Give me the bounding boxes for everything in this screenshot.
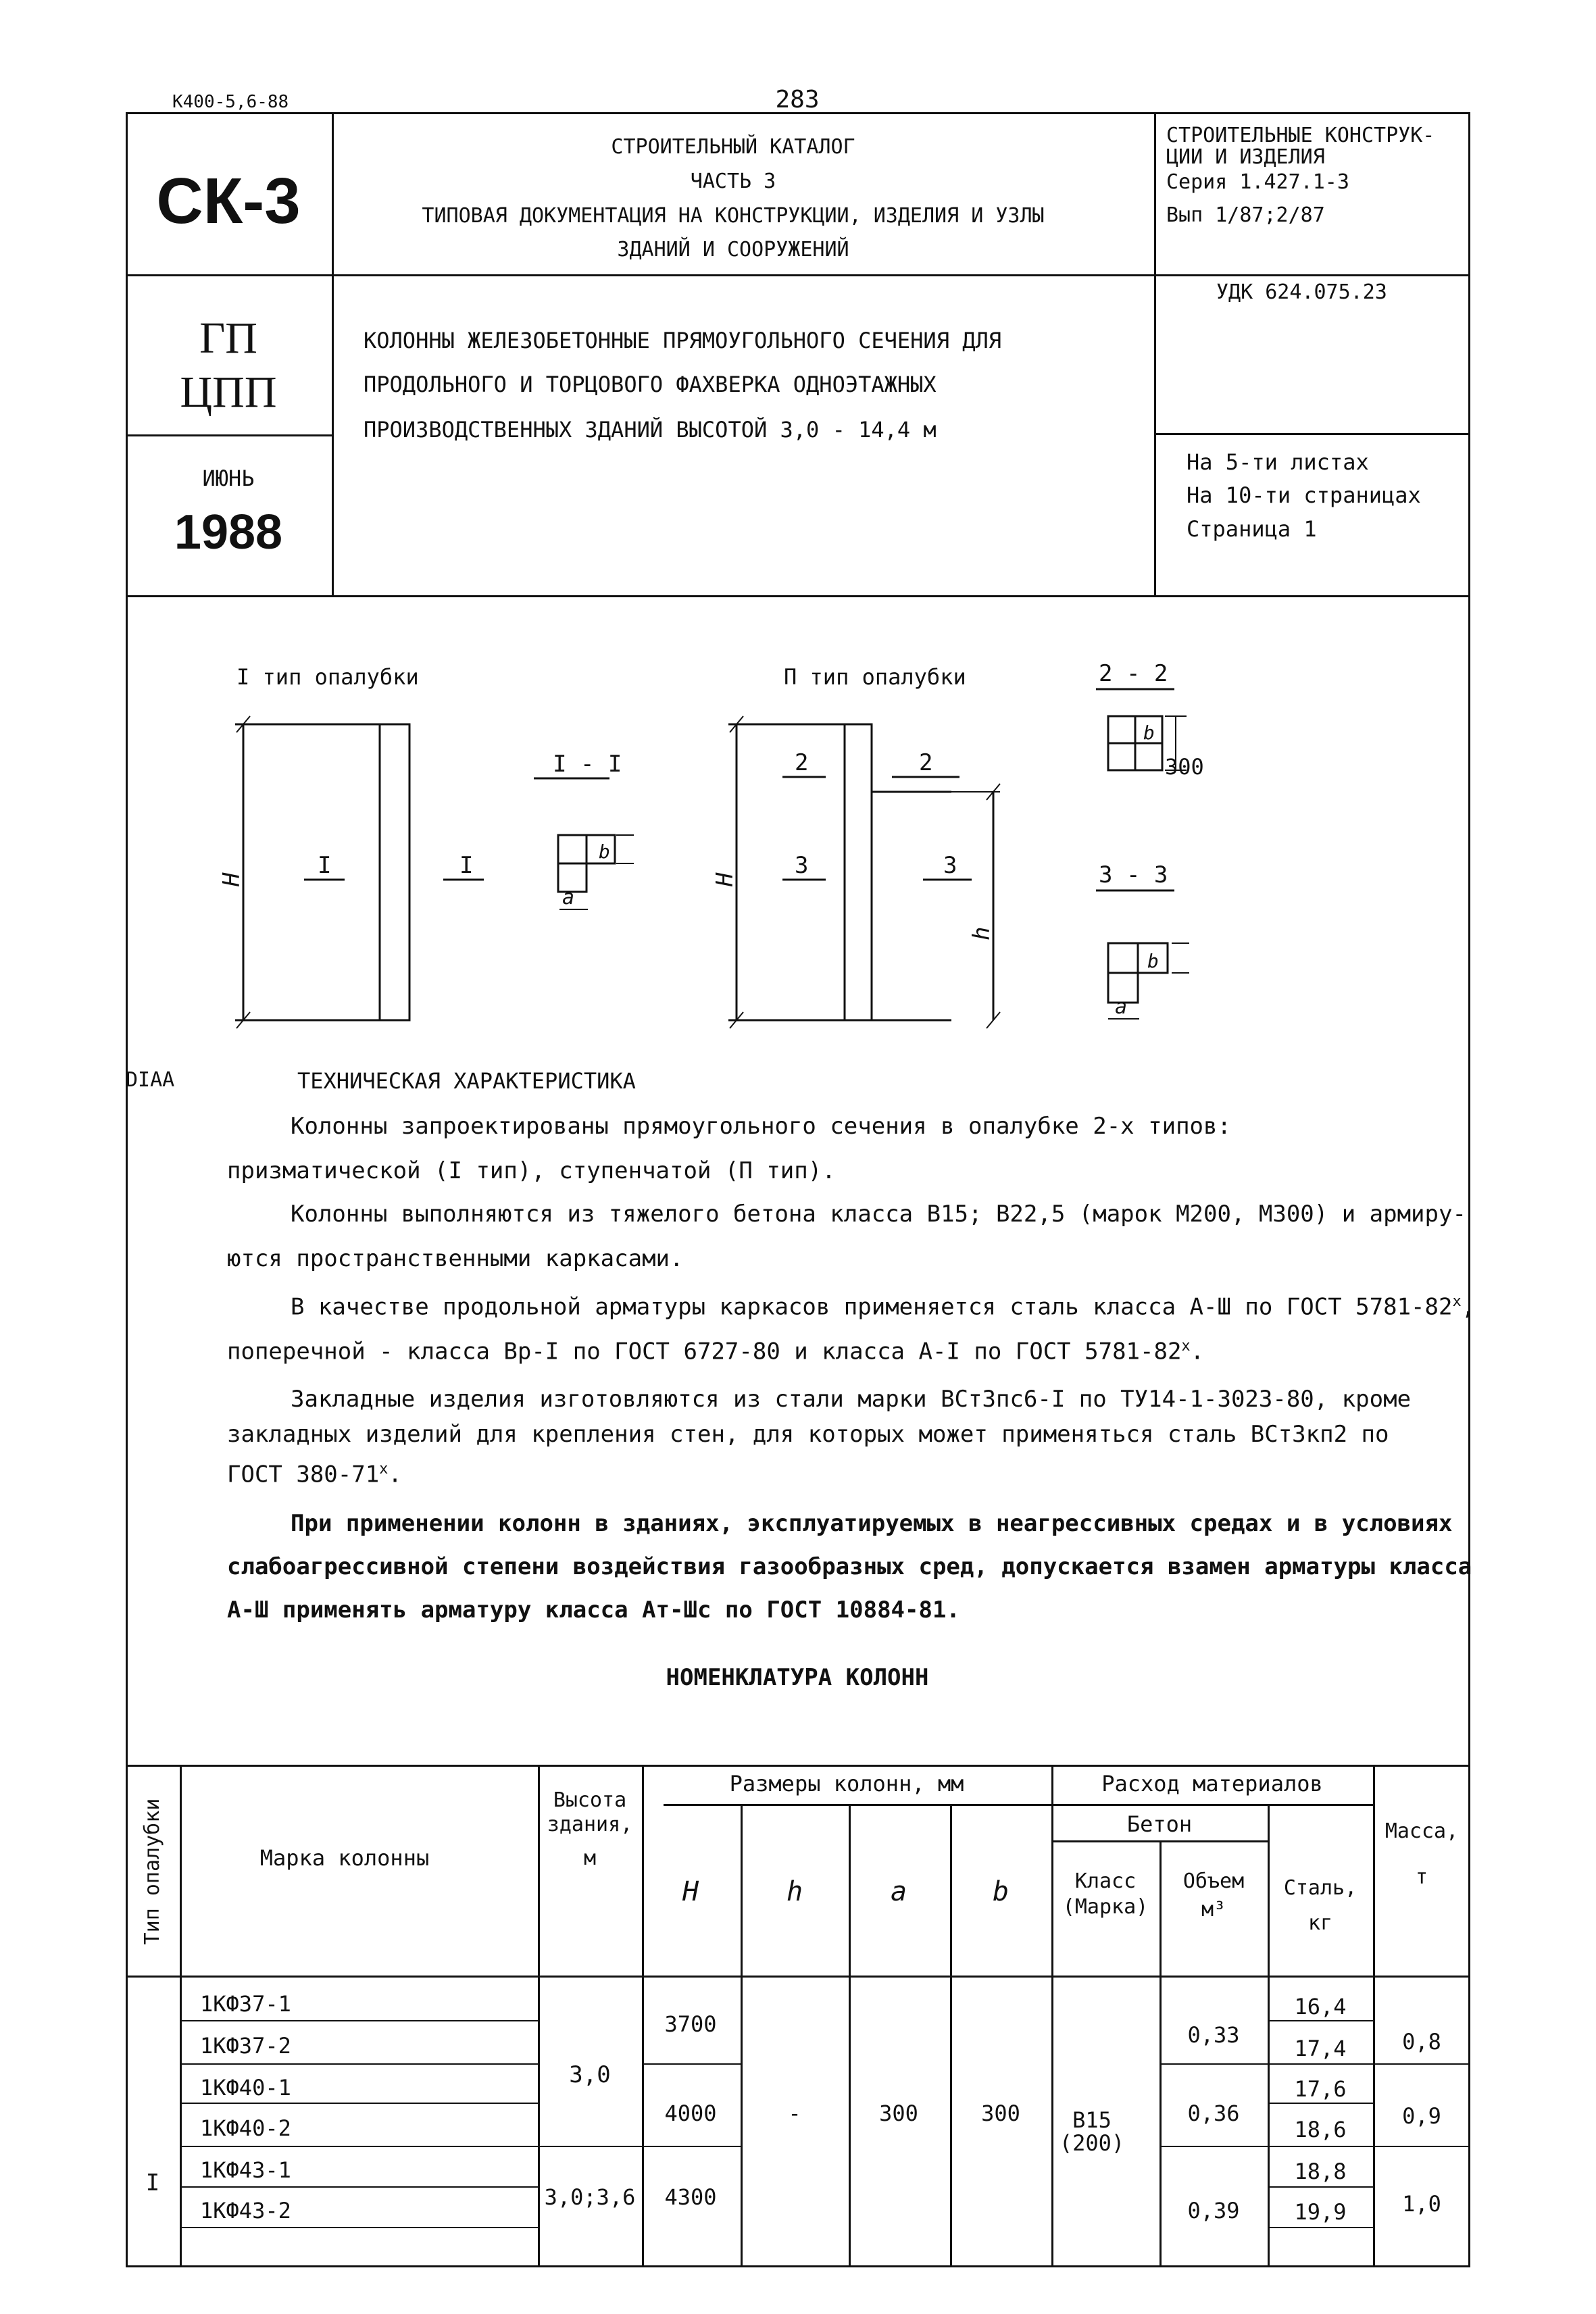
tech-line-6: поперечной - класса Вр-I по ГОСТ 6727-80 и класса А-I по ГОСТ 5781-82 <box>227 1338 1182 1365</box>
table-row: 1КФ43-2 <box>200 2198 291 2223</box>
cell-volume-2: 0,36 <box>1187 2101 1240 2126</box>
dim-b-1: b <box>599 840 610 863</box>
cell-volume-1: 0,33 <box>1187 2022 1240 2048</box>
cell-mass-3: 1,0 <box>1402 2191 1441 2217</box>
catalog-line-4: ЗДАНИЙ И СООРУЖЕНИЙ <box>617 238 849 261</box>
tech-line-9-wrap: ГОСТ 380-71$^x$. <box>227 1461 402 1488</box>
tech-line-10: При применении колонн в зданиях, эксплуатируемых в неагрессивных средах и в условиях <box>291 1510 1453 1537</box>
type2-mark-3-right: 3 <box>943 852 957 879</box>
type2-title: П тип опалубки <box>784 664 966 690</box>
vol-row-line-1 <box>1159 2063 1268 2065</box>
mark-row-line-6 <box>180 2227 538 2228</box>
cell-class-2: (200) <box>1059 2130 1125 2156</box>
sheets-line-1: На 5-ти листах <box>1187 449 1369 475</box>
title-line-2: ПРОДОЛЬНОГО И ТОРЦОВОГО ФАХВЕРКА ОДНОЭТАЖНЫХ <box>364 372 937 397</box>
tech-sup-1: x <box>1452 1293 1462 1310</box>
header-dims: Размеры колонн, мм <box>729 1771 964 1796</box>
col-line-mark <box>538 1765 540 2267</box>
tech-line-1: Колонны запроектированы прямоугольного сечения в опалубке 2-х типов: <box>291 1113 1231 1140</box>
table-row: 1КФ40-2 <box>200 2115 291 2141</box>
header-H: H <box>682 1876 699 1907</box>
catalog-line-2: ЧАСТЬ 3 <box>690 170 776 193</box>
cell-h: - <box>788 2101 801 2126</box>
header-b: b <box>992 1876 1009 1907</box>
type1-mark-right: I <box>459 852 474 879</box>
cell-height-2: 3,0;3,6 <box>544 2184 636 2210</box>
issue-year: 1988 <box>174 505 283 559</box>
header-h: h <box>786 1876 803 1907</box>
table-row: 1КФ37-2 <box>200 2033 291 2059</box>
header-class-1: Класс <box>1074 1869 1137 1893</box>
col-line-steel <box>1373 1765 1375 2267</box>
col-line-a <box>950 1804 952 2267</box>
table-row: 1КФ40-1 <box>200 2075 291 2101</box>
document-code: К400-5,6-88 <box>172 92 289 112</box>
type2-mark-3-left: 3 <box>795 852 809 879</box>
tech-line-3: Колонны выполняются из тяжелого бетона класса В15; В22,5 (марок М200, М300) и армиру- <box>291 1201 1466 1228</box>
type1-mark-left: I <box>318 852 332 879</box>
type1-column-outline <box>380 724 409 1020</box>
steel-row-line-5 <box>1268 2186 1373 2188</box>
type1-title: I тип опалубки <box>236 664 419 690</box>
col-line-H <box>741 1804 743 2267</box>
steel-row-line-1 <box>1268 2020 1373 2021</box>
table-top-line <box>126 1765 1470 1767</box>
dim-b-3: b <box>1147 950 1159 972</box>
header-height-2: здания, <box>547 1813 633 1836</box>
series-line-1: СТРОИТЕЛЬНЫЕ КОНСТРУК- <box>1166 124 1435 147</box>
sk-mark: СК-3 <box>156 165 301 237</box>
cell-H-1: 3700 <box>664 2011 717 2037</box>
col-line-b <box>1051 1765 1053 2267</box>
cell-volume-3: 0,39 <box>1187 2198 1240 2223</box>
steel-row-line-6 <box>1268 2227 1373 2228</box>
cell-height-1: 3,0 <box>569 2061 611 2088</box>
header-height-3: м <box>583 1846 597 1870</box>
tech-line-8: закладных изделий для крепления стен, для которых может применяться сталь ВСт3кп2 по <box>227 1421 1389 1448</box>
section-1-1-label: I - I <box>553 751 622 778</box>
header-steel-1: Сталь, <box>1283 1876 1357 1900</box>
steel-row-line-3 <box>1268 2103 1373 2104</box>
steel-row-line-2 <box>1268 2063 1373 2065</box>
mass-row-line-2 <box>1373 2146 1470 2147</box>
col-line-h <box>849 1804 851 2267</box>
tech-line-7: Закладные изделия изготовляются из стали марки ВСт3пс6-I по ТУ14-1-3023-80, кроме <box>291 1386 1412 1413</box>
cell-mass-1: 0,8 <box>1402 2029 1441 2055</box>
mass-row-line-1 <box>1373 2063 1470 2065</box>
mark-row-line-2 <box>180 2063 538 2065</box>
header-height-1: Высота <box>553 1788 627 1812</box>
cell-steel-4: 18,6 <box>1294 2117 1347 2142</box>
header-steel-2: кг <box>1307 1911 1333 1935</box>
catalog-line-1: СТРОИТЕЛЬНЫЙ КАТАЛОГ <box>611 135 855 159</box>
margin-mark: DIAA <box>126 1068 175 1092</box>
header-volume-2: м³ <box>1201 1898 1226 1921</box>
dim-b-2: b <box>1143 722 1155 744</box>
org-line-1: ГП <box>199 313 257 363</box>
steel-row-line-4 <box>1268 2146 1373 2147</box>
mark-row-line-3 <box>180 2103 538 2104</box>
section-3-3-label: 3 - 3 <box>1099 861 1168 888</box>
tech-sup-3: x <box>379 1461 389 1478</box>
cell-H-2: 4000 <box>664 2101 717 2126</box>
col-line-type <box>180 1765 182 2267</box>
H-row-line-2 <box>642 2146 741 2147</box>
H-row-line-1 <box>642 2063 741 2065</box>
header-concrete: Бетон <box>1126 1811 1193 1837</box>
dim-H-type1: H <box>218 872 245 886</box>
catalog-line-3: ТИПОВАЯ ДОКУМЕНТАЦИЯ НА КОНСТРУКЦИИ, ИЗДЕЛИЯ И УЗЛЫ <box>422 204 1045 228</box>
tech-line-4: ются пространственными каркасами. <box>227 1245 684 1272</box>
cell-steel-5: 18,8 <box>1294 2159 1347 2184</box>
type2-mark-2-right: 2 <box>919 749 933 776</box>
dim-h-type2: h <box>968 926 995 940</box>
dim-H-type2: H <box>712 872 739 886</box>
title-line-1: КОЛОННЫ ЖЕЛЕЗОБЕТОННЫЕ ПРЯМОУГОЛЬНОГО СЕЧЕНИЯ ДЛЯ <box>364 328 1002 353</box>
cell-steel-1: 16,4 <box>1294 1994 1347 2019</box>
header-a: a <box>890 1876 907 1907</box>
cell-H-3: 4300 <box>664 2184 717 2210</box>
tech-line-6-wrap: поперечной - класса Вр-I по ГОСТ 6727-80 и класса А-I по ГОСТ 5781-82$^x$. <box>227 1338 1205 1365</box>
mark-row-line-1 <box>180 2020 538 2021</box>
series-line-4: Вып 1/87;2/87 <box>1166 203 1325 227</box>
tech-line-12: А-Ш применять арматуру класса Ат-Шс по ГОСТ 10884-81. <box>227 1596 960 1624</box>
mark-row-line-4 <box>180 2146 538 2147</box>
tech-heading: ТЕХНИЧЕСКАЯ ХАРАКТЕРИСТИКА <box>297 1068 636 1094</box>
table-row: 1КФ37-1 <box>200 1991 291 2017</box>
tech-line-5-wrap: В качестве продольной арматуры каркасов применяется сталь класса А-Ш по ГОСТ 5781-82$^x$, <box>291 1293 1476 1321</box>
type2-column-upper <box>845 724 872 1020</box>
tech-line-9: ГОСТ 380-71 <box>227 1461 380 1488</box>
col-line-volume <box>1268 1804 1270 2267</box>
dim-300: 300 <box>1165 754 1204 780</box>
dim-a-3: a <box>1115 995 1128 1019</box>
tech-line-2: призматической (I тип), ступенчатой (П тип). <box>227 1157 836 1184</box>
cell-class-1: В15 <box>1072 2107 1112 2133</box>
udk-code: УДК 624.075.23 <box>1216 280 1387 304</box>
table-row: 1КФ43-1 <box>200 2157 291 2183</box>
org-line-2: ЦПП <box>180 368 277 417</box>
cell-steel-2: 17,4 <box>1294 2036 1347 2061</box>
title-line-3: ПРОИЗВОДСТВЕННЫХ ЗДАНИЙ ВЫСОТОЙ 3,0 - 14,4 м <box>364 417 937 443</box>
header-type: Тип опалубки <box>141 1798 164 1945</box>
col-line-height <box>642 1765 644 2267</box>
dim-a-1: a <box>562 886 575 909</box>
cell-steel-6: 19,9 <box>1294 2199 1347 2225</box>
header-materials: Расход материалов <box>1101 1771 1323 1796</box>
sheets-line-3: Страница 1 <box>1187 516 1317 542</box>
series-line-3: Серия 1.427.1-3 <box>1166 170 1349 194</box>
series-line-2: ЦИИ И ИЗДЕЛИЯ <box>1166 145 1325 169</box>
header-class-2: (Марка) <box>1062 1895 1149 1919</box>
vol-row-line-2 <box>1159 2146 1268 2147</box>
type2-mark-2-left: 2 <box>795 749 809 776</box>
tech-sup-2: x <box>1181 1338 1191 1355</box>
page-number: 283 <box>775 86 820 114</box>
header-mass-1: Масса, <box>1385 1819 1459 1843</box>
sheets-line-2: На 10-ти страницах <box>1187 482 1421 508</box>
mark-row-line-5 <box>180 2186 538 2188</box>
header-mass-2: т <box>1415 1865 1428 1889</box>
issue-month: ИЮНЬ <box>202 466 255 491</box>
header-volume-1: Объем <box>1182 1869 1245 1893</box>
cell-mass-2: 0,9 <box>1402 2103 1441 2129</box>
nomenclature-title: НОМЕНКЛАТУРА КОЛОНН <box>666 1664 929 1691</box>
tech-line-11: слабоагрессивной степени воздействия газообразных сред, допускается взамен арматуры класса <box>227 1553 1472 1580</box>
cell-b: 300 <box>981 2101 1020 2126</box>
height-row-line <box>538 2146 642 2147</box>
cell-steel-3: 17,6 <box>1294 2076 1347 2102</box>
section-2-2-label: 2 - 2 <box>1099 660 1168 687</box>
cell-type: I <box>145 2169 160 2196</box>
col-line-class <box>1159 1840 1162 2267</box>
table-sub-line-1 <box>664 1804 1373 1806</box>
tech-line-5: В качестве продольной арматуры каркасов применяется сталь класса А-Ш по ГОСТ 5781-82 <box>291 1293 1453 1321</box>
cell-a: 300 <box>879 2101 918 2126</box>
header-mark: Марка колонны <box>259 1845 430 1871</box>
